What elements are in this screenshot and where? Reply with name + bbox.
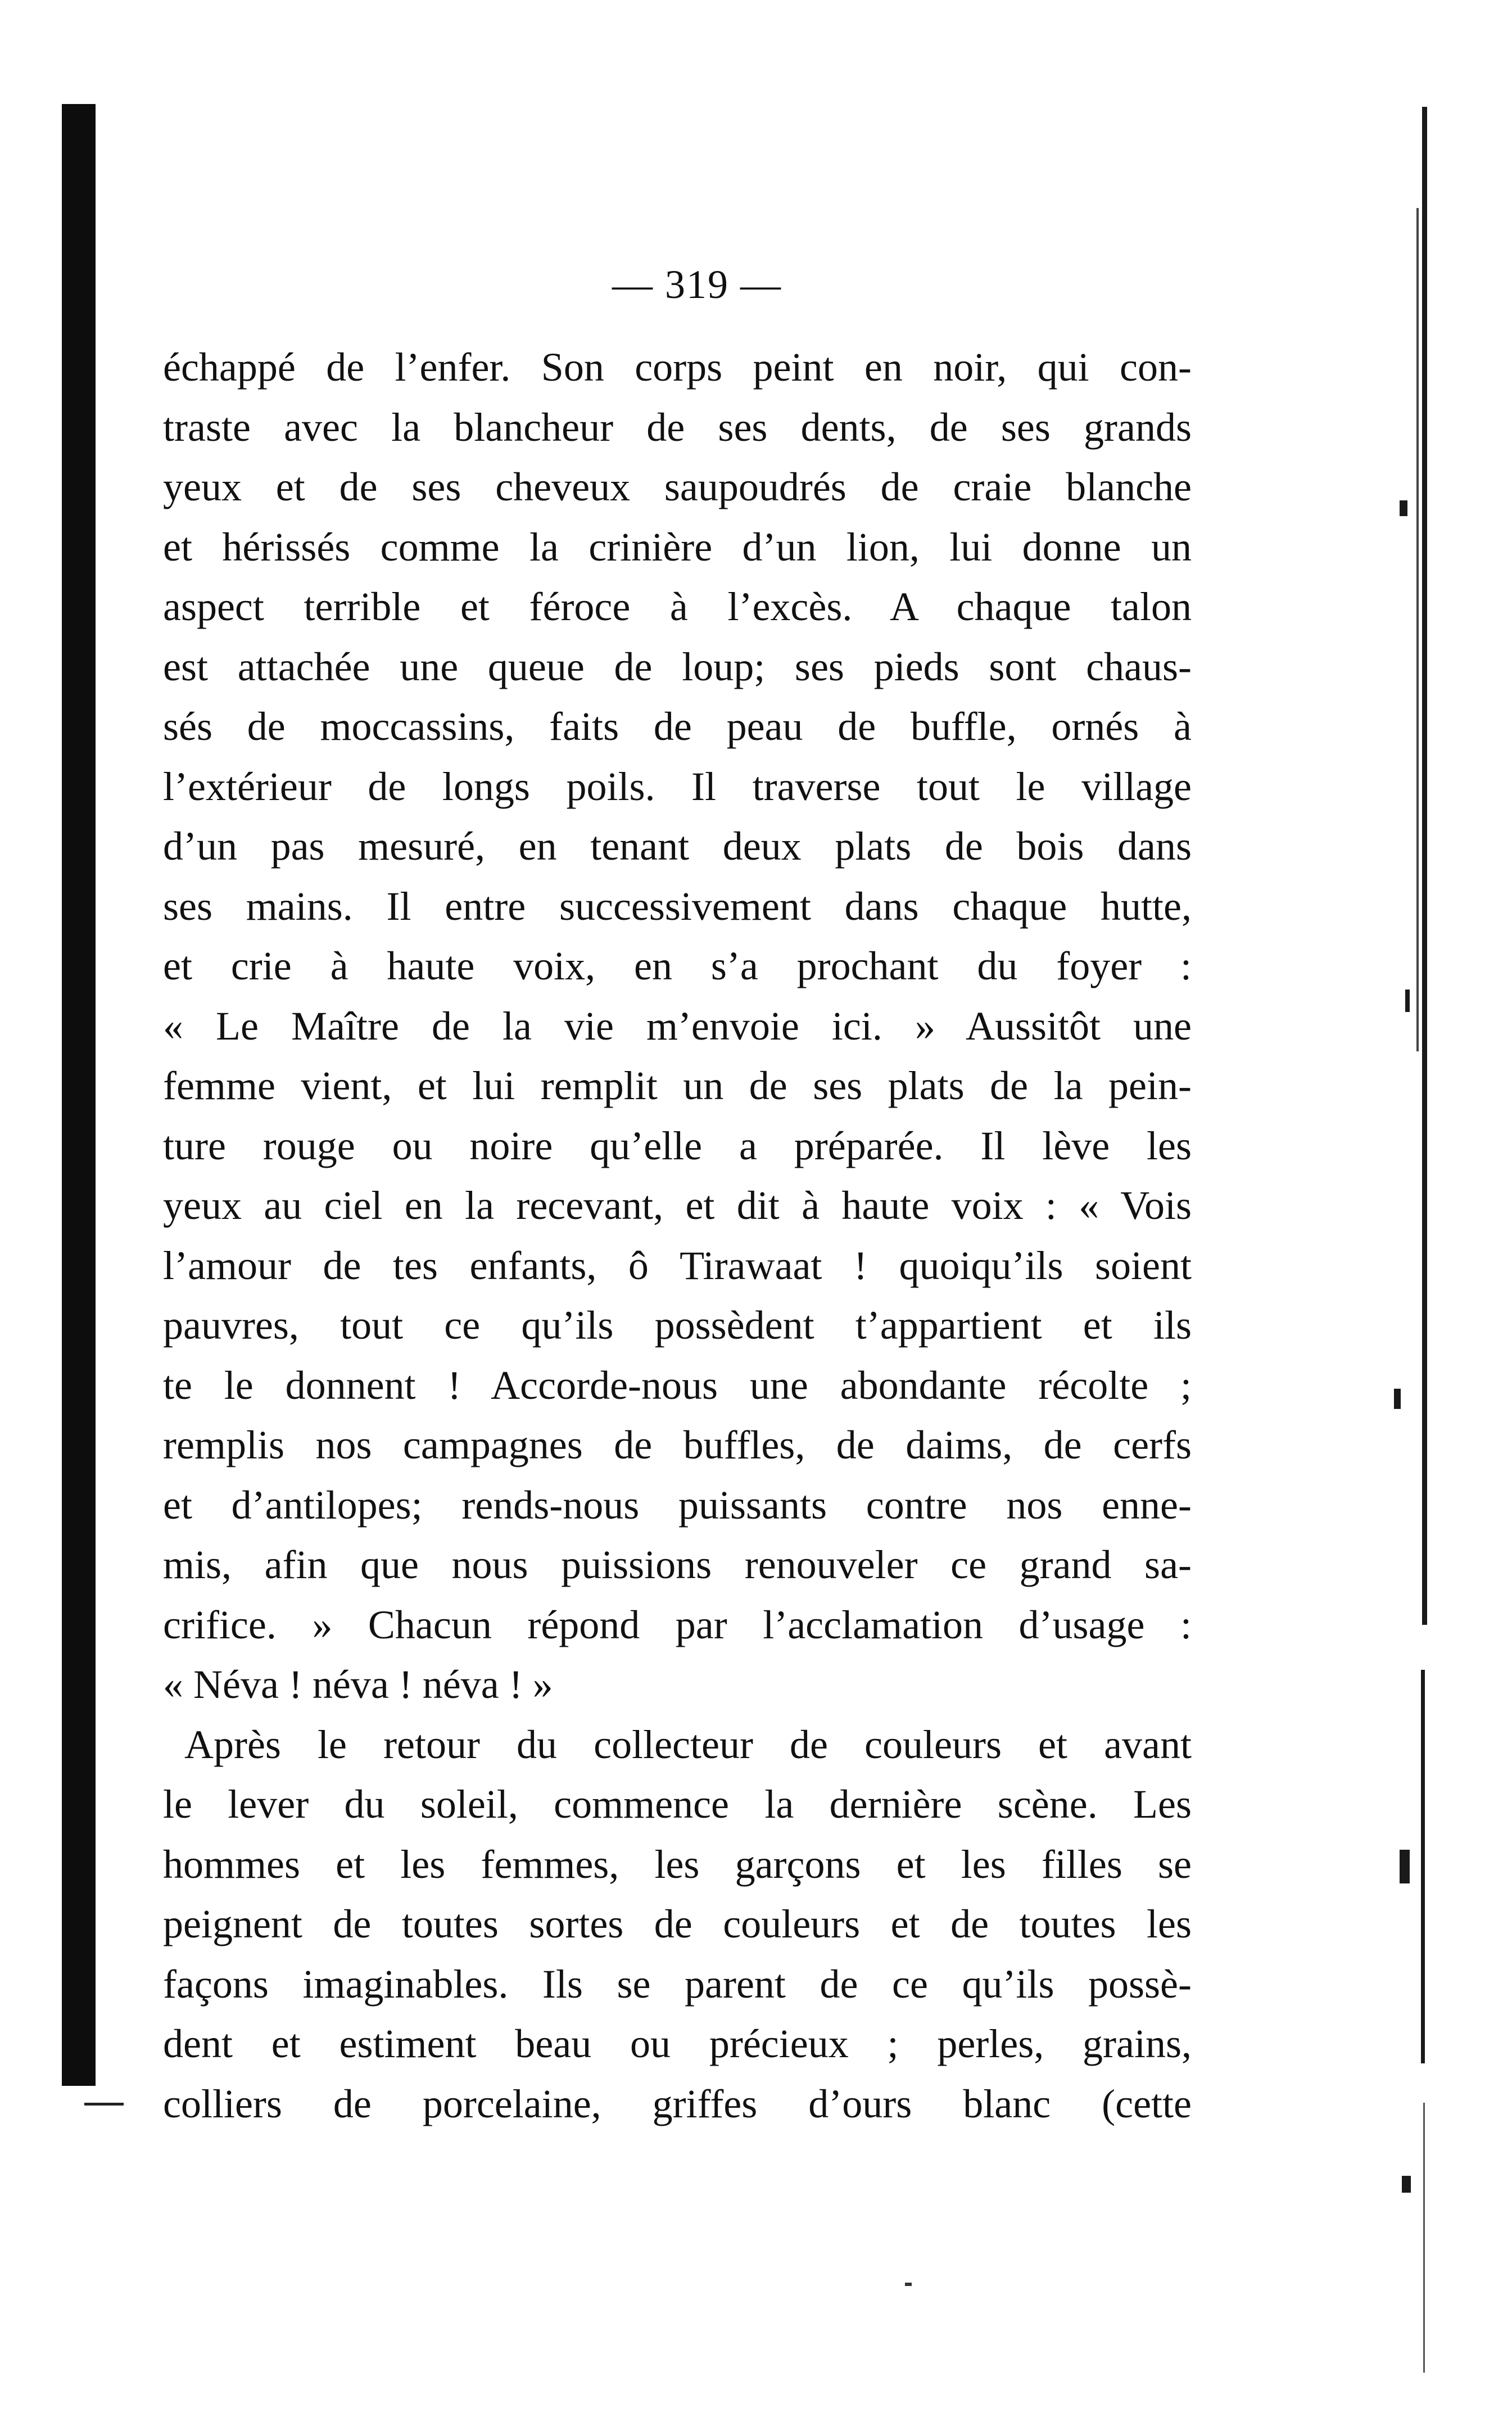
edge-fleck-1 [1400, 500, 1407, 516]
text-line: yeux et de ses cheveux saupoudrés de craie blanche [163, 464, 1192, 509]
edge-line-bottom [1423, 2103, 1425, 2373]
speck-mark [905, 2283, 912, 2286]
text-line: échappé de l’enfer. Son corps peint en noir, qui con- [163, 345, 1192, 390]
binding-shadow [62, 104, 96, 2086]
text-line: l’extérieur de longs poils. Il traverse tout le village [163, 764, 1192, 809]
text-line: crifice. » Chacun répond par l’acclamation d’usage : [163, 1602, 1192, 1647]
text-line: yeux au ciel en la recevant, et dit à haute voix : « Vois [163, 1183, 1192, 1228]
text-line: sés de moccassins, faits de peau de buffle, ornés à [163, 704, 1192, 749]
paragraph-1 [163, 337, 1192, 1715]
edge-line-main [1422, 107, 1427, 1625]
edge-line-lower [1421, 1670, 1425, 2063]
text-line: et crie à haute voix, en s’a prochant du foyer : [163, 943, 1192, 988]
text-line: traste avec la blancheur de ses dents, de ses grands [163, 404, 1192, 450]
text-line: pauvres, tout ce qu’ils possèdent t’appartient et ils [163, 1303, 1192, 1348]
text-line: et hérissés comme la crinière d’un lion, lui donne un [163, 524, 1192, 570]
text-line: aspect terrible et féroce à l’excès. A chaque talon [163, 584, 1192, 629]
page-edge-scan [1388, 107, 1450, 2378]
body-text [163, 337, 1192, 2134]
page-number: — 319 — [612, 262, 782, 307]
text-line: le lever du soleil, commence la dernière scène. Les [163, 1782, 1192, 1827]
text-line: est attachée une queue de loup; ses pieds sont chaus- [163, 644, 1192, 689]
edge-fleck-3 [1394, 1389, 1401, 1409]
text-line: l’amour de tes enfants, ô Tirawaat ! quoiqu’ils soient [163, 1243, 1192, 1288]
paragraph-2 [163, 1715, 1192, 2134]
text-line: d’un pas mesuré, en tenant deux plats de bois dans [163, 824, 1192, 869]
text-line: « Le Maître de la vie m’envoie ici. » Aussitôt une [163, 1003, 1192, 1049]
text-line: te le donnent ! Accorde-nous une abondante récolte ; [163, 1362, 1192, 1408]
text-line: remplis nos campagnes de buffles, de daims, de cerfs [163, 1422, 1192, 1467]
text-line: « Néva ! néva ! néva ! » [163, 1662, 553, 1707]
text-line: façons imaginables. Ils se parent de ce qu’ils possè- [163, 1961, 1192, 2007]
text-line: et d’antilopes; rends-nous puissants contre nos enne- [163, 1482, 1192, 1528]
text-line: Après le retour du collecteur de couleurs et avant [184, 1722, 1192, 1767]
binding-tick-mark [84, 2103, 124, 2106]
text-line: ture rouge ou noire qu’elle a préparée. Il lève les [163, 1123, 1192, 1168]
edge-fleck-5 [1402, 2176, 1411, 2193]
edge-fleck-2 [1405, 990, 1410, 1012]
text-line: femme vient, et lui remplit un de ses plats de la pein- [163, 1063, 1192, 1108]
text-line: colliers de porcelaine, griffes d’ours blanc (cette [163, 2081, 1192, 2126]
text-line: ses mains. Il entre successivement dans chaque hutte, [163, 883, 1192, 929]
edge-line-secondary [1416, 208, 1419, 1051]
text-line: peignent de toutes sortes de couleurs et de toutes les [163, 1901, 1192, 1946]
edge-fleck-4 [1400, 1850, 1410, 1883]
text-line: hommes et les femmes, les garçons et les filles se [163, 1841, 1192, 1887]
text-line: dent et estiment beau ou précieux ; perles, grains, [163, 2021, 1192, 2066]
text-line: mis, afin que nous puissions renouveler ce grand sa- [163, 1542, 1192, 1587]
